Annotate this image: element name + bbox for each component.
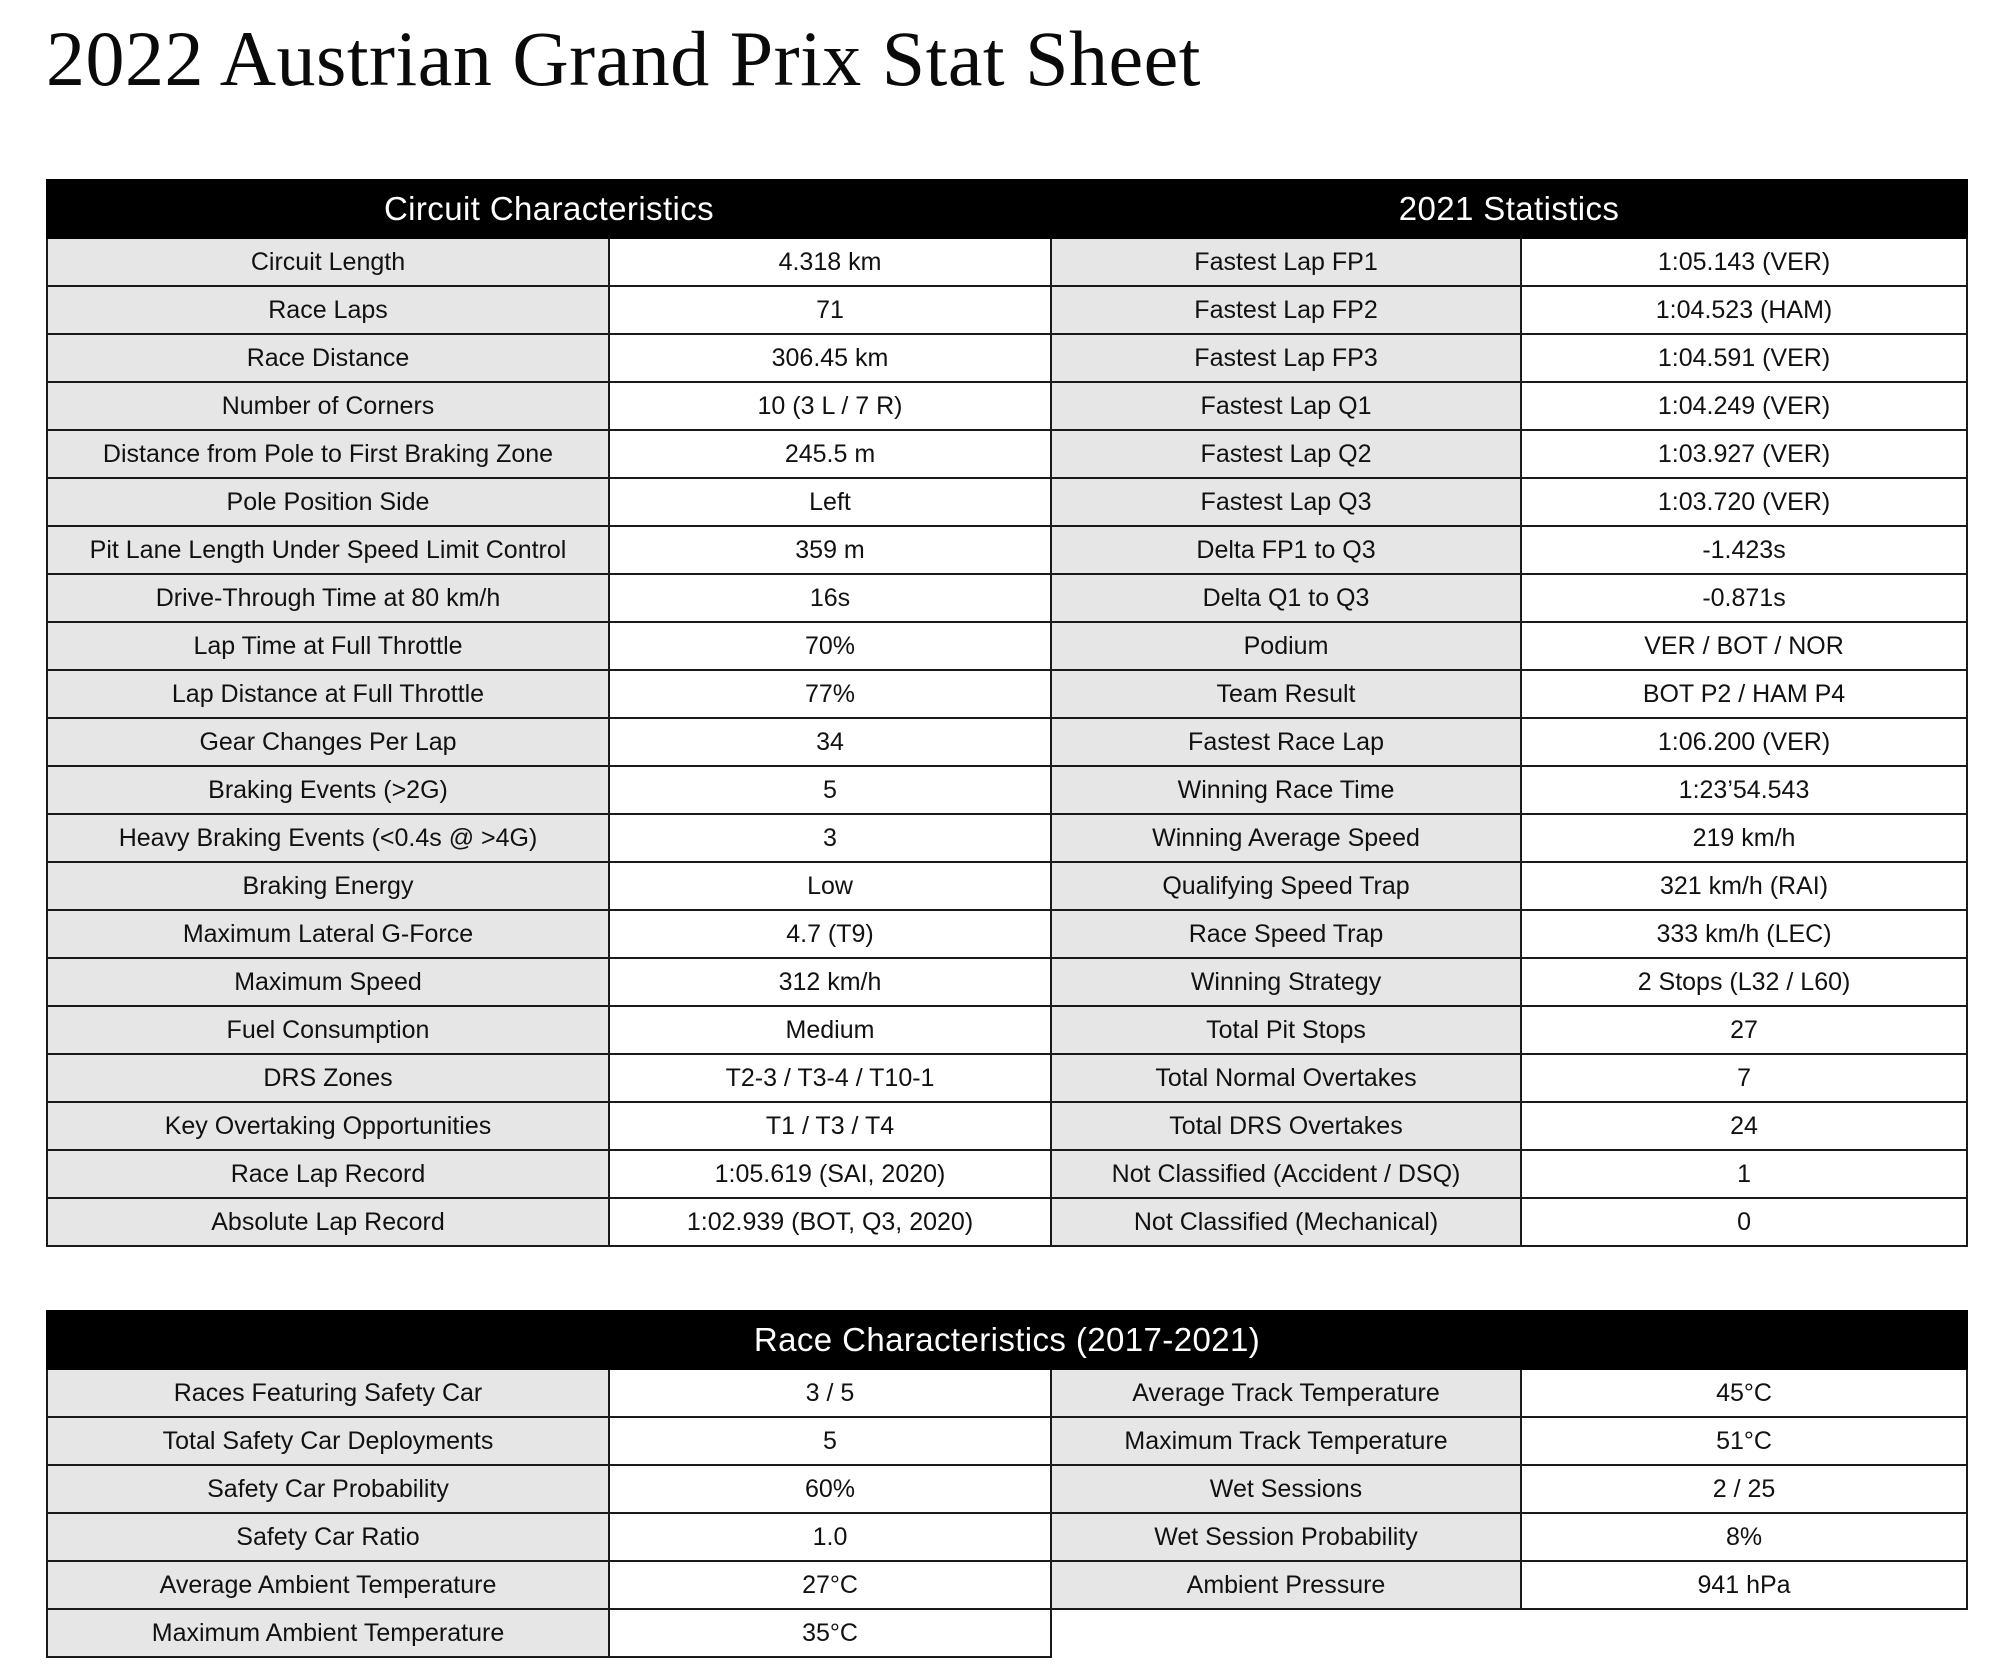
circuit-value: 16s xyxy=(609,574,1051,622)
table-row xyxy=(47,1609,1967,1657)
statistic-value: 1:04.249 (VER) xyxy=(1521,382,1967,430)
circuit-value: 70% xyxy=(609,622,1051,670)
table-row xyxy=(47,1417,1967,1465)
statistic-value: 1 xyxy=(1521,1150,1967,1198)
statistic-value: 2 Stops (L32 / L60) xyxy=(1521,958,1967,1006)
table-row xyxy=(47,1150,1967,1198)
circuit-value: 306.45 km xyxy=(609,334,1051,382)
statistic-label: Total DRS Overtakes xyxy=(1051,1102,1521,1150)
statistic-value: 0 xyxy=(1521,1198,1967,1246)
circuit-label: Gear Changes Per Lap xyxy=(47,718,609,766)
race-value: 8% xyxy=(1521,1513,1967,1561)
statistic-value: 1:06.200 (VER) xyxy=(1521,718,1967,766)
statistic-label: Not Classified (Accident / DSQ) xyxy=(1051,1150,1521,1198)
table-row xyxy=(47,910,1967,958)
statistic-label: Fastest Lap FP3 xyxy=(1051,334,1521,382)
circuit-label: Pit Lane Length Under Speed Limit Control xyxy=(47,526,609,574)
circuit-label: Absolute Lap Record xyxy=(47,1198,609,1246)
table-row xyxy=(47,862,1967,910)
statistic-value: 24 xyxy=(1521,1102,1967,1150)
statistic-value: BOT P2 / HAM P4 xyxy=(1521,670,1967,718)
statistic-label: Winning Strategy xyxy=(1051,958,1521,1006)
table-row xyxy=(47,1513,1967,1561)
statistic-value: 1:23’54.543 xyxy=(1521,766,1967,814)
race-value: 60% xyxy=(609,1465,1051,1513)
statistic-value: 1:03.927 (VER) xyxy=(1521,430,1967,478)
race-label: Wet Sessions xyxy=(1051,1465,1521,1513)
circuit-label: Lap Distance at Full Throttle xyxy=(47,670,609,718)
race-label: Total Safety Car Deployments xyxy=(47,1417,609,1465)
circuit-value: 359 m xyxy=(609,526,1051,574)
table-row xyxy=(47,718,1967,766)
statistic-label: Winning Race Time xyxy=(1051,766,1521,814)
table-row xyxy=(47,1102,1967,1150)
table-row xyxy=(47,1465,1967,1513)
table-row xyxy=(47,238,1967,286)
statistic-label: Total Pit Stops xyxy=(1051,1006,1521,1054)
statistic-value: 1:03.720 (VER) xyxy=(1521,478,1967,526)
table-header-row xyxy=(47,1311,1967,1369)
circuit-label: Circuit Length xyxy=(47,238,609,286)
race-label: Average Ambient Temperature xyxy=(47,1561,609,1609)
race-label: Races Featuring Safety Car xyxy=(47,1369,609,1417)
circuit-label: Heavy Braking Events (<0.4s @ >4G) xyxy=(47,814,609,862)
race-characteristics-heading: Race Characteristics (2017-2021) xyxy=(47,1311,1967,1369)
table-row xyxy=(47,1006,1967,1054)
circuit-label: Key Overtaking Opportunities xyxy=(47,1102,609,1150)
circuit-label: Pole Position Side xyxy=(47,478,609,526)
circuit-value: 10 (3 L / 7 R) xyxy=(609,382,1051,430)
circuit-value: Medium xyxy=(609,1006,1051,1054)
circuit-label: Lap Time at Full Throttle xyxy=(47,622,609,670)
statistic-value: 1:04.523 (HAM) xyxy=(1521,286,1967,334)
statistic-value: 1:04.591 (VER) xyxy=(1521,334,1967,382)
statistic-label: Delta Q1 to Q3 xyxy=(1051,574,1521,622)
statistic-value: 1:05.143 (VER) xyxy=(1521,238,1967,286)
table-row xyxy=(47,478,1967,526)
circuit-value: 312 km/h xyxy=(609,958,1051,1006)
race-label: Ambient Pressure xyxy=(1051,1561,1521,1609)
circuit-characteristics-heading: Circuit Characteristics xyxy=(47,180,1051,238)
race-value: 27°C xyxy=(609,1561,1051,1609)
table-row xyxy=(47,382,1967,430)
race-value: 3 / 5 xyxy=(609,1369,1051,1417)
statistic-label: Fastest Lap Q2 xyxy=(1051,430,1521,478)
circuit-value: T2-3 / T3-4 / T10-1 xyxy=(609,1054,1051,1102)
statistic-value: 219 km/h xyxy=(1521,814,1967,862)
statistic-label: Delta FP1 to Q3 xyxy=(1051,526,1521,574)
table-row xyxy=(47,1054,1967,1102)
circuit-label: Maximum Lateral G-Force xyxy=(47,910,609,958)
table-row xyxy=(47,622,1967,670)
statistic-label: Fastest Lap FP2 xyxy=(1051,286,1521,334)
race-value: 51°C xyxy=(1521,1417,1967,1465)
statistic-label: Fastest Lap Q1 xyxy=(1051,382,1521,430)
statistics-2021-heading: 2021 Statistics xyxy=(1051,180,1967,238)
table-row xyxy=(47,1369,1967,1417)
race-value: 45°C xyxy=(1521,1369,1967,1417)
circuit-label: Braking Events (>2G) xyxy=(47,766,609,814)
statistic-value: 333 km/h (LEC) xyxy=(1521,910,1967,958)
table-row xyxy=(47,286,1967,334)
circuit-value: 34 xyxy=(609,718,1051,766)
statistic-value: 321 km/h (RAI) xyxy=(1521,862,1967,910)
statistic-label: Total Normal Overtakes xyxy=(1051,1054,1521,1102)
circuit-value: Low xyxy=(609,862,1051,910)
statistic-label: Team Result xyxy=(1051,670,1521,718)
race-label: Safety Car Probability xyxy=(47,1465,609,1513)
table-row xyxy=(47,430,1967,478)
statistic-value: 7 xyxy=(1521,1054,1967,1102)
table-row xyxy=(47,766,1967,814)
statistic-label: Fastest Race Lap xyxy=(1051,718,1521,766)
race-value: 35°C xyxy=(609,1609,1051,1657)
statistic-label: Podium xyxy=(1051,622,1521,670)
statistic-label: Not Classified (Mechanical) xyxy=(1051,1198,1521,1246)
race-label: Wet Session Probability xyxy=(1051,1513,1521,1561)
race-label: Maximum Track Temperature xyxy=(1051,1417,1521,1465)
table-row xyxy=(47,574,1967,622)
circuit-label: Race Lap Record xyxy=(47,1150,609,1198)
stats-table xyxy=(46,179,1968,1247)
statistic-label: Qualifying Speed Trap xyxy=(1051,862,1521,910)
race-value: 2 / 25 xyxy=(1521,1465,1967,1513)
table-row xyxy=(47,526,1967,574)
page-title: 2022 Austrian Grand Prix Stat Sheet xyxy=(46,15,1201,102)
circuit-label: Maximum Speed xyxy=(47,958,609,1006)
circuit-label: Drive-Through Time at 80 km/h xyxy=(47,574,609,622)
circuit-label: Race Distance xyxy=(47,334,609,382)
statistic-label: Fastest Lap Q3 xyxy=(1051,478,1521,526)
circuit-label: Braking Energy xyxy=(47,862,609,910)
table-row xyxy=(47,670,1967,718)
race-value: 5 xyxy=(609,1417,1051,1465)
statistic-label: Fastest Lap FP1 xyxy=(1051,238,1521,286)
circuit-value: 5 xyxy=(609,766,1051,814)
circuit-label: Distance from Pole to First Braking Zone xyxy=(47,430,609,478)
statistic-label: Race Speed Trap xyxy=(1051,910,1521,958)
statistic-label: Winning Average Speed xyxy=(1051,814,1521,862)
circuit-label: Fuel Consumption xyxy=(47,1006,609,1054)
circuit-label: Race Laps xyxy=(47,286,609,334)
circuit-value: Left xyxy=(609,478,1051,526)
statistic-value: -0.871s xyxy=(1521,574,1967,622)
circuit-value: 77% xyxy=(609,670,1051,718)
empty-cell xyxy=(1051,1609,1967,1657)
race-label: Maximum Ambient Temperature xyxy=(47,1609,609,1657)
circuit-value: 4.7 (T9) xyxy=(609,910,1051,958)
circuit-label: DRS Zones xyxy=(47,1054,609,1102)
race-value: 1.0 xyxy=(609,1513,1051,1561)
statistic-value: -1.423s xyxy=(1521,526,1967,574)
circuit-value: 1:02.939 (BOT, Q3, 2020) xyxy=(609,1198,1051,1246)
circuit-value: 1:05.619 (SAI, 2020) xyxy=(609,1150,1051,1198)
table-row xyxy=(47,814,1967,862)
statistic-value: 27 xyxy=(1521,1006,1967,1054)
race-label: Safety Car Ratio xyxy=(47,1513,609,1561)
race-label: Average Track Temperature xyxy=(1051,1369,1521,1417)
circuit-value: 3 xyxy=(609,814,1051,862)
race-value: 941 hPa xyxy=(1521,1561,1967,1609)
statistic-value: VER / BOT / NOR xyxy=(1521,622,1967,670)
circuit-value: T1 / T3 / T4 xyxy=(609,1102,1051,1150)
table-row xyxy=(47,334,1967,382)
table-row xyxy=(47,1198,1967,1246)
circuit-value: 245.5 m xyxy=(609,430,1051,478)
race-characteristics-table xyxy=(46,1310,1968,1658)
circuit-value: 71 xyxy=(609,286,1051,334)
circuit-value: 4.318 km xyxy=(609,238,1051,286)
table-row xyxy=(47,958,1967,1006)
circuit-label: Number of Corners xyxy=(47,382,609,430)
table-header-row xyxy=(47,180,1967,238)
table-row xyxy=(47,1561,1967,1609)
